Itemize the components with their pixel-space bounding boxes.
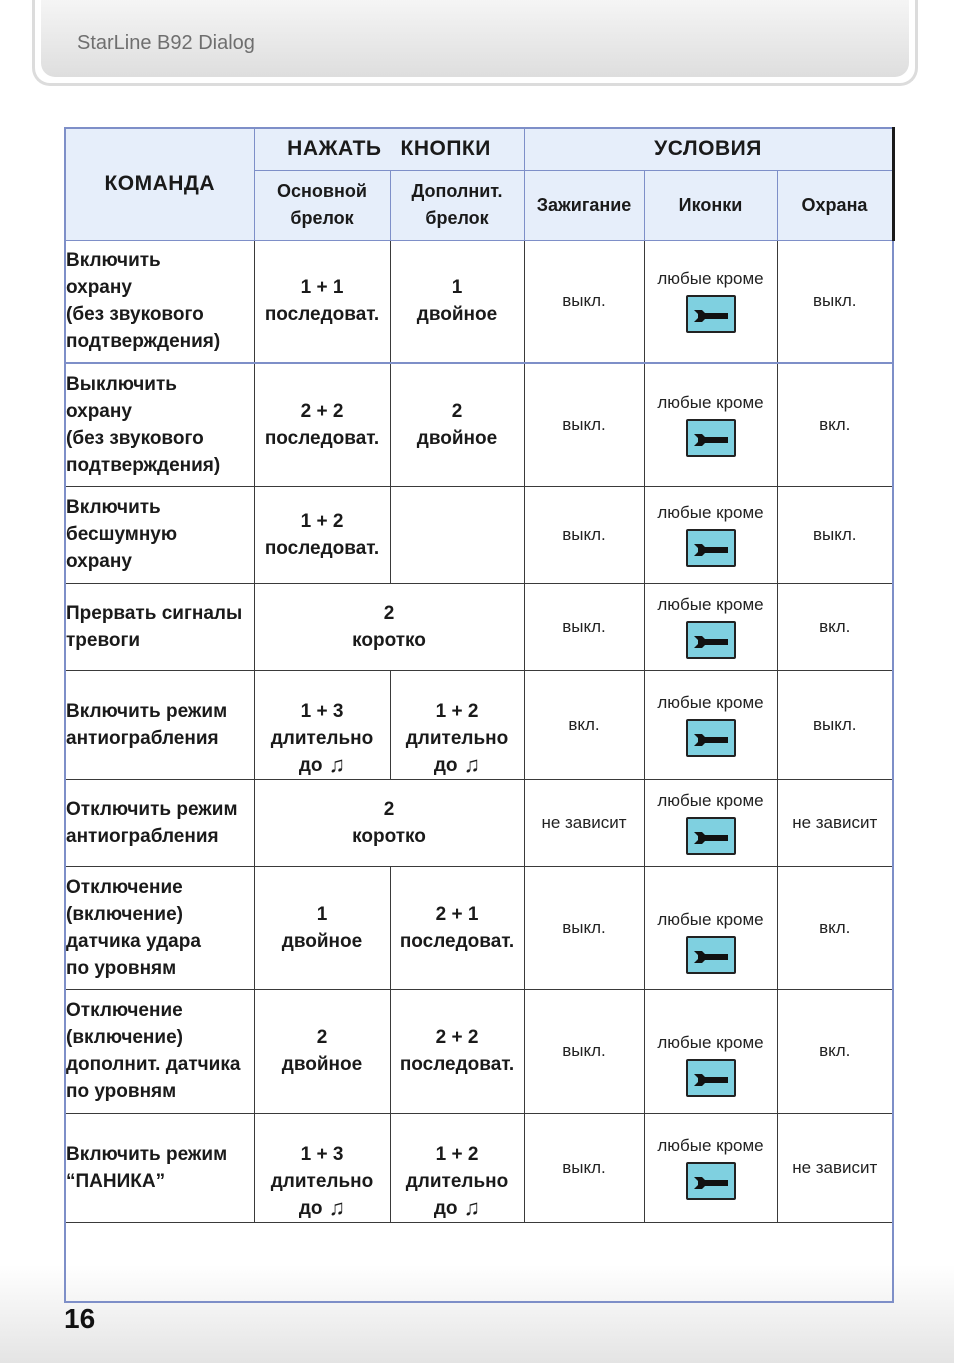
- extra-fob-text: 1 + 2 длительно до: [405, 700, 509, 776]
- guard-state: вкл.: [777, 866, 893, 989]
- icons-condition: [644, 583, 777, 670]
- icons-condition: [644, 1113, 777, 1222]
- icons-condition: [644, 240, 777, 363]
- ignition-state: выкл.: [524, 240, 644, 363]
- extra-fob-buttons: [390, 486, 524, 583]
- header-band: [41, 0, 909, 77]
- command-table: [64, 127, 895, 1303]
- main-fob-text: 1 + 3 длительно до: [270, 700, 374, 776]
- ignition-state: выкл.: [524, 1113, 644, 1222]
- icons-condition: [644, 866, 777, 989]
- page-number: 16: [64, 1303, 96, 1334]
- main-fob-buttons: 1 двойное: [254, 866, 390, 989]
- icons-condition: [644, 670, 777, 779]
- music-note-icon: ♫: [457, 1194, 481, 1220]
- main-fob-buttons: 2 + 2 последоват.: [254, 363, 390, 486]
- extra-fob-buttons: [390, 1113, 524, 1222]
- guard-state: вкл.: [777, 363, 893, 486]
- empty-cell: [65, 1222, 893, 1302]
- header-guard: Охрана: [777, 170, 893, 240]
- command-name: Отключение (включение) датчика удара по уровням: [65, 866, 254, 989]
- wrench-icon: [686, 817, 736, 855]
- fob-buttons: 2 коротко: [254, 583, 524, 670]
- icons-label: любые кроме: [657, 692, 764, 712]
- main-fob-text: 1 + 3 длительно до: [270, 1143, 374, 1219]
- table-empty-row: [65, 1222, 893, 1302]
- extra-fob-buttons: 1 двойное: [390, 240, 524, 363]
- wrench-icon: [686, 419, 736, 457]
- command-name: Отключение (включение) дополнит. датчика по уровням: [65, 989, 254, 1113]
- wrench-icon: [686, 1162, 736, 1200]
- wrench-icon: [686, 1059, 736, 1097]
- icons-condition: [644, 989, 777, 1113]
- extra-fob-buttons: [390, 670, 524, 779]
- icons-label: любые кроме: [657, 1033, 764, 1052]
- extra-fob-buttons: 2 + 2 последоват.: [390, 989, 524, 1113]
- icons-condition: [644, 486, 777, 583]
- wrench-icon: [686, 529, 736, 567]
- document-title: StarLine B92 Dialog: [77, 32, 255, 54]
- ignition-state: выкл.: [524, 989, 644, 1113]
- table-row: [65, 583, 893, 670]
- header-ignition: Зажигание: [524, 170, 644, 240]
- ignition-state: не зависит: [524, 779, 644, 866]
- main-fob-buttons: 1 + 1 последоват.: [254, 240, 390, 363]
- wrench-icon: [686, 719, 736, 757]
- extra-fob-text: 1 + 2 длительно до: [405, 1143, 509, 1219]
- main-fob-buttons: 2 двойное: [254, 989, 390, 1113]
- ignition-state: выкл.: [524, 486, 644, 583]
- guard-state: выкл.: [777, 670, 893, 779]
- table-row: [65, 779, 893, 866]
- icons-label: любые кроме: [657, 594, 764, 614]
- wrench-icon: [686, 936, 736, 974]
- icons-condition: [644, 363, 777, 486]
- header-command: КОМАНДА: [65, 128, 254, 240]
- ignition-state: вкл.: [524, 670, 644, 779]
- ignition-state: выкл.: [524, 583, 644, 670]
- music-note-icon: ♫: [322, 1194, 346, 1220]
- main-fob-buttons: [254, 1113, 390, 1222]
- guard-state: не зависит: [777, 1113, 893, 1222]
- wrench-icon: [686, 621, 736, 659]
- icons-label: любые кроме: [657, 909, 764, 929]
- table-row: [65, 240, 893, 363]
- table-row: [65, 486, 893, 583]
- extra-fob-buttons: 2 двойное: [390, 363, 524, 486]
- table-row: [65, 1113, 893, 1222]
- command-name: Включить режим “ПАНИКА”: [65, 1113, 254, 1222]
- wrench-icon: [686, 295, 736, 333]
- main-fob-buttons: 1 + 2 последоват.: [254, 486, 390, 583]
- page-header: [32, 0, 918, 86]
- guard-state: вкл.: [777, 989, 893, 1113]
- command-name: Выключить охрану (без звукового подтверждения): [65, 363, 254, 486]
- ignition-state: выкл.: [524, 866, 644, 989]
- table-row: [65, 989, 893, 1113]
- icons-label: любые кроме: [657, 502, 764, 522]
- header-extra-fob: Дополнит. брелок: [390, 170, 524, 240]
- table-row: [65, 670, 893, 779]
- header-icons: Иконки: [644, 170, 777, 240]
- guard-state: вкл.: [777, 583, 893, 670]
- icons-label: любые кроме: [657, 269, 764, 289]
- command-name: Включить охрану (без звукового подтверждения): [65, 240, 254, 363]
- icons-label: любые кроме: [657, 1135, 764, 1155]
- main-fob-buttons: [254, 670, 390, 779]
- icons-label: любые кроме: [657, 790, 764, 810]
- icons-label: любые кроме: [657, 392, 764, 412]
- header-main-fob: Основной брелок: [254, 170, 390, 240]
- guard-state: выкл.: [777, 240, 893, 363]
- guard-state: выкл.: [777, 486, 893, 583]
- music-note-icon: ♫: [322, 751, 346, 777]
- command-name: Включить бесшумную охрану: [65, 486, 254, 583]
- table-row: [65, 866, 893, 989]
- command-name: Включить режим антиограбления: [65, 670, 254, 779]
- guard-state: не зависит: [777, 779, 893, 866]
- header-press-buttons: НАЖАТЬ КНОПКИ: [254, 128, 524, 170]
- command-name: Прервать сигналы тревоги: [65, 583, 254, 670]
- header-conditions: УСЛОВИЯ: [524, 128, 893, 170]
- table-row: [65, 363, 893, 486]
- music-note-icon: ♫: [457, 751, 481, 777]
- fob-buttons: 2 коротко: [254, 779, 524, 866]
- ignition-state: выкл.: [524, 363, 644, 486]
- extra-fob-buttons: 2 + 1 последоват.: [390, 866, 524, 989]
- command-name: Отключить режим антиограбления: [65, 779, 254, 866]
- icons-condition: [644, 779, 777, 866]
